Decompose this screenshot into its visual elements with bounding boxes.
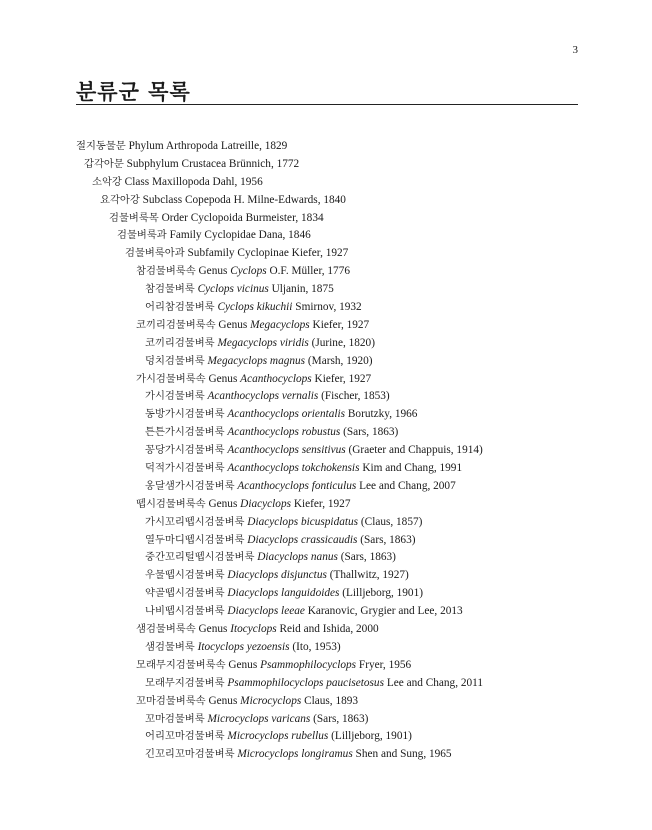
taxon-row — [76, 549, 616, 567]
taxon-rank-or-name: Genus — [198, 623, 228, 636]
taxon-korean-name: 동방가시검물벼룩 — [145, 408, 225, 421]
taxon-row — [76, 675, 616, 693]
taxon-rank-or-name: Phylum Arthropoda Latreille, 1829 — [128, 140, 288, 152]
taxon-scientific-name: Diacyclops disjunctus — [227, 569, 327, 582]
taxon-rank-or-name: Genus — [208, 497, 238, 510]
taxon-scientific-name: Acanthocyclops tokchokensis — [227, 462, 360, 475]
taxon-korean-name: 옹달샘가시검물벼룩 — [145, 479, 235, 492]
taxon-scientific-name: Diacyclops crassicaudis — [247, 533, 358, 546]
taxon-row — [76, 657, 616, 675]
taxon-rank-or-name: Genus — [228, 658, 258, 671]
taxon-korean-name: 샘검물벼룩 — [145, 640, 195, 653]
taxon-korean-name: 어리참검물벼룩 — [145, 301, 215, 314]
taxon-korean-name: 덕적가시검물벼룩 — [145, 462, 225, 475]
taxon-korean-name: 가시검물벼룩 — [145, 390, 205, 403]
taxon-rank-or-name: Subphylum Crustacea Brünnich, 1772 — [126, 157, 300, 170]
taxon-authority: Kiefer, 1927 — [293, 497, 351, 510]
taxon-korean-name: 긴꼬리꼬마검물벼룩 — [145, 748, 235, 761]
taxon-scientific-name: Microcyclops — [240, 694, 302, 707]
taxon-row — [76, 353, 616, 371]
title-divider — [76, 104, 578, 105]
taxon-rank-or-name: Genus — [208, 372, 238, 385]
taxon-row — [76, 532, 616, 550]
page-number: 3 — [572, 44, 578, 56]
taxon-scientific-name: Acanthocyclops fonticulus — [237, 479, 357, 492]
taxon-korean-name: 어리꼬마검물벼룩 — [145, 730, 225, 743]
taxon-authority: (Lilljeborg, 1901) — [331, 730, 412, 743]
taxon-scientific-name: Itocyclops yezoensis — [197, 640, 290, 653]
taxon-row — [76, 388, 616, 406]
taxon-row — [76, 567, 616, 585]
taxon-korean-name: 요각아강 — [100, 193, 140, 206]
taxon-authority: (Jurine, 1820) — [311, 336, 375, 349]
taxon-korean-name: 검물벼룩아과 — [125, 247, 185, 260]
taxon-rank-or-name: Subfamily Cyclopinae Kiefer, 1927 — [187, 247, 349, 260]
taxon-row — [76, 299, 616, 317]
taxon-row — [76, 693, 616, 711]
taxon-korean-name: 갑각아문 — [84, 157, 124, 170]
taxon-authority: Uljanin, 1875 — [271, 283, 334, 296]
taxon-authority: (Sars, 1863) — [340, 551, 396, 564]
taxon-scientific-name: Itocyclops — [230, 623, 277, 636]
taxon-rank-or-name: Genus — [218, 318, 248, 331]
taxon-authority: (Claus, 1857) — [360, 515, 423, 528]
taxon-authority: (Fischer, 1853) — [321, 390, 390, 403]
taxon-scientific-name: Megacyclops magnus — [207, 354, 306, 367]
taxon-authority: Reid and Ishida, 2000 — [279, 623, 379, 636]
taxon-korean-name: 중간꼬리털뗍시검물벼룩 — [145, 551, 255, 564]
taxon-korean-name: 참검물벼룩 — [145, 283, 195, 296]
taxon-korean-name: 꽁당가시검물벼룩 — [145, 444, 225, 457]
taxon-korean-name: 우물뗍시검물벼룩 — [145, 569, 225, 582]
taxon-scientific-name: Acanthocyclops robustus — [227, 426, 341, 439]
taxon-rank-or-name: Genus — [198, 265, 228, 278]
taxon-row — [76, 317, 616, 335]
taxon-authority: Fryer, 1956 — [358, 658, 412, 671]
taxon-authority: (Lilljeborg, 1901) — [342, 587, 423, 600]
taxon-scientific-name: Cyclops — [230, 265, 267, 278]
page-title: 분류군 목록 — [76, 80, 191, 104]
taxon-scientific-name: Acanthocyclops — [240, 372, 312, 385]
taxon-row — [76, 478, 616, 496]
taxon-rank-or-name: Family Cyclopidae Dana, 1846 — [169, 229, 311, 242]
taxon-authority: Kiefer, 1927 — [314, 372, 372, 385]
taxon-korean-name: 코끼리검물벼룩속 — [136, 318, 216, 331]
taxon-authority: (Marsh, 1920) — [307, 354, 373, 367]
taxon-authority: (Sars, 1863) — [313, 712, 369, 725]
taxon-row — [76, 603, 616, 621]
taxon-rank-or-name: Subclass Copepoda H. Milne-Edwards, 1840 — [142, 193, 346, 206]
taxon-row — [76, 210, 616, 228]
taxon-scientific-name: Microcyclops rubellus — [227, 730, 329, 743]
taxon-korean-name: 덩치검물벼룩 — [145, 354, 205, 367]
taxon-row — [76, 263, 616, 281]
taxon-scientific-name: Cyclops kikuchii — [217, 301, 293, 314]
taxon-scientific-name: Megacyclops — [250, 318, 310, 331]
taxon-authority: (Sars, 1863) — [343, 426, 399, 439]
taxon-korean-name: 뗍시검물벼룩속 — [136, 497, 206, 510]
taxon-scientific-name: Acanthocyclops vernalis — [207, 390, 319, 403]
taxon-scientific-name: Acanthocyclops sensitivus — [227, 444, 346, 457]
taxon-row — [76, 460, 616, 478]
taxon-korean-name: 검물벼룩목 — [109, 211, 159, 224]
taxon-scientific-name: Microcyclops varicans — [207, 712, 311, 725]
taxon-korean-name: 열두마디뗍시검물벼룩 — [145, 533, 245, 546]
taxon-korean-name: 튼튼가시검물벼룩 — [145, 426, 225, 439]
taxon-scientific-name: Psammophilocyclops paucisetosus — [227, 676, 384, 689]
taxon-authority: Smirnov, 1932 — [295, 301, 362, 314]
taxon-rank-or-name: Order Cyclopoida Burmeister, 1834 — [161, 211, 324, 224]
taxon-authority: Claus, 1893 — [304, 694, 359, 707]
taxon-scientific-name: Diacyclops bicuspidatus — [247, 515, 359, 528]
taxon-authority: Shen and Sung, 1965 — [355, 748, 452, 761]
taxon-korean-name: 약골뗍시검물벼룩 — [145, 587, 225, 600]
taxon-authority: Kim and Chang, 1991 — [362, 462, 463, 475]
taxon-scientific-name: Psammophilocyclops — [260, 658, 357, 671]
taxon-row — [76, 227, 616, 245]
taxon-korean-name: 절지동물문 — [76, 140, 126, 152]
taxon-scientific-name: Diacyclops — [240, 497, 291, 510]
taxon-authority: Borutzky, 1966 — [347, 408, 418, 421]
taxon-korean-name: 코끼리검물벼룩 — [145, 336, 215, 349]
taxon-authority: O.F. Müller, 1776 — [269, 265, 350, 278]
taxon-authority: Karanovic, Grygier and Lee, 2013 — [307, 605, 463, 618]
taxon-row — [76, 746, 616, 764]
taxon-row — [76, 335, 616, 353]
taxon-korean-name: 참검물벼룩속 — [136, 265, 196, 278]
taxon-row — [76, 138, 616, 156]
taxon-row — [76, 371, 616, 389]
taxon-korean-name: 가시꼬리뗍시검물벼룩 — [145, 515, 245, 528]
taxon-row — [76, 442, 616, 460]
taxon-korean-name: 소악강 — [92, 175, 122, 188]
taxon-row — [76, 156, 616, 174]
taxon-row — [76, 639, 616, 657]
taxon-scientific-name: Diacyclops leeae — [227, 605, 305, 618]
taxon-scientific-name: Microcyclops longiramus — [237, 748, 353, 761]
taxon-authority: (Ito, 1953) — [292, 640, 341, 653]
taxon-scientific-name: Diacyclops languidoides — [227, 587, 340, 600]
taxon-scientific-name: Cyclops vicinus — [197, 283, 269, 296]
taxon-row — [76, 621, 616, 639]
taxon-korean-name: 가시검물벼룩속 — [136, 372, 206, 385]
taxon-korean-name: 모래무지검물벼룩속 — [136, 658, 226, 671]
taxon-authority: (Sars, 1863) — [360, 533, 416, 546]
taxon-row — [76, 192, 616, 210]
taxon-row — [76, 174, 616, 192]
taxon-scientific-name: Megacyclops viridis — [217, 336, 309, 349]
taxon-korean-name: 나비뗍시검물벼룩 — [145, 605, 225, 618]
taxon-scientific-name: Acanthocyclops orientalis — [227, 408, 346, 421]
taxon-korean-name: 검물벼룩과 — [117, 229, 167, 242]
taxon-row — [76, 245, 616, 263]
taxon-row — [76, 424, 616, 442]
taxon-authority: Lee and Chang, 2011 — [386, 676, 484, 689]
taxon-row — [76, 711, 616, 729]
taxon-korean-name: 샘검물벼룩속 — [136, 623, 196, 636]
taxon-row — [76, 496, 616, 514]
taxon-authority: (Graeter and Chappuis, 1914) — [348, 444, 483, 457]
taxon-korean-name: 꼬마검물벼룩속 — [136, 694, 206, 707]
taxon-row — [76, 728, 616, 746]
taxon-rank-or-name: Class Maxillopoda Dahl, 1956 — [124, 175, 263, 188]
taxon-scientific-name: Diacyclops nanus — [257, 551, 338, 564]
taxon-authority: Lee and Chang, 2007 — [359, 479, 456, 492]
taxon-korean-name: 꼬마검물벼룩 — [145, 712, 205, 725]
taxon-row — [76, 585, 616, 603]
taxon-korean-name: 모래무지검물벼룩 — [145, 676, 225, 689]
taxon-authority: Kiefer, 1927 — [312, 318, 370, 331]
taxon-row — [76, 514, 616, 532]
taxon-authority: (Thallwitz, 1927) — [329, 569, 409, 582]
taxon-rank-or-name: Genus — [208, 694, 238, 707]
taxon-row — [76, 281, 616, 299]
taxa-list — [76, 138, 616, 764]
taxon-row — [76, 406, 616, 424]
